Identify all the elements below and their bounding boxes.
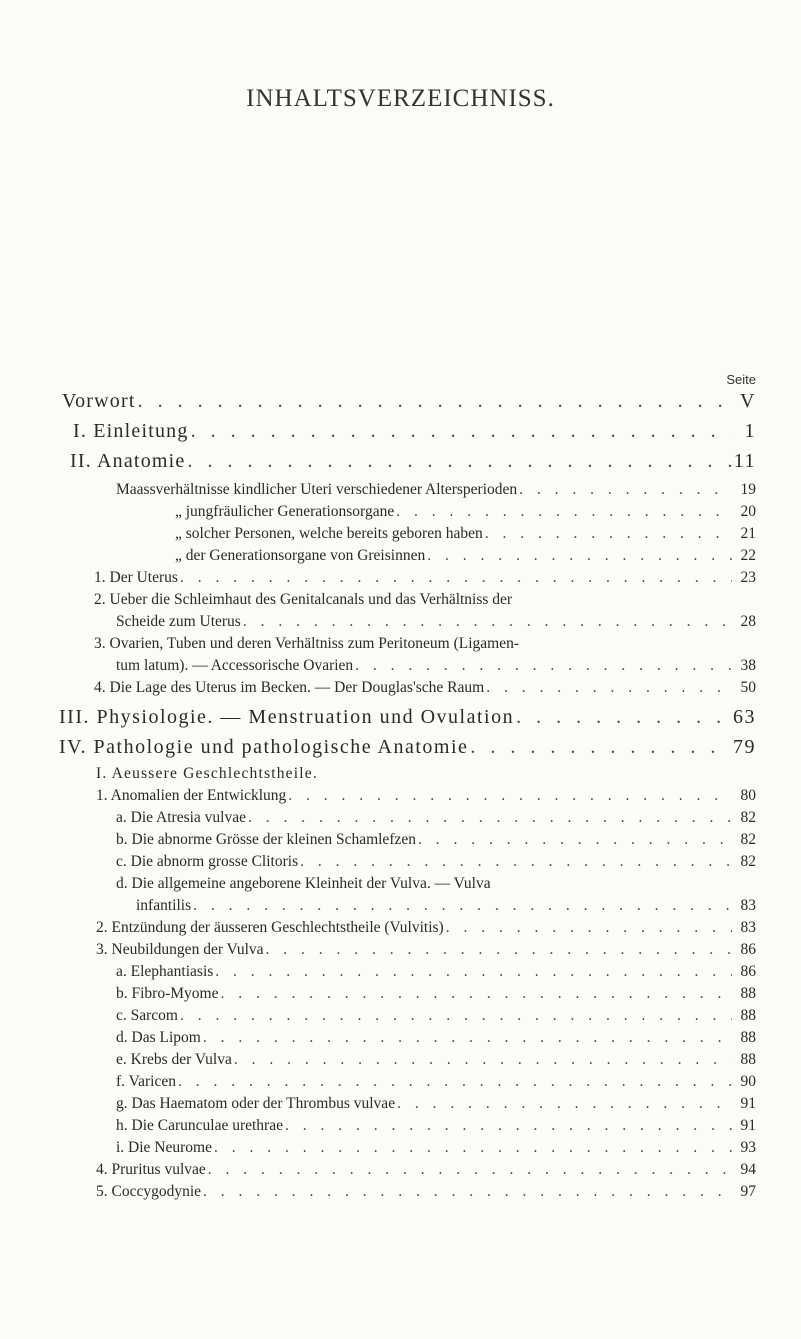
toc-entry-vorwort[interactable]: Vorwort . . . V <box>62 390 756 413</box>
page-column-label: Seite <box>726 372 756 387</box>
toc-entry-atresia[interactable]: a. Die Atresia vulvae . . . 82 <box>116 809 756 827</box>
toc-entry-kleinheit-line1: d. Die allgemeine angeborene Kleinheit der Vulva. — Vulva <box>116 875 491 892</box>
page-title: INHALTSVERZEICHNISS. <box>246 85 555 112</box>
toc-entry-pathologie[interactable]: IV. Pathologie und pathologische Anatomie . . . 79 <box>59 736 756 759</box>
toc-entry-physiologie[interactable]: III. Physiologie. — Menstruation und Ovulation . . . 63 <box>59 706 756 729</box>
toc-entry-neubildungen[interactable]: 3. Neubildungen der Vulva . . . 86 <box>96 941 756 959</box>
toc-entry-groesse[interactable]: b. Die abnorme Grösse der kleinen Schamlefzen . . . 82 <box>116 831 756 849</box>
toc-entry-haematom[interactable]: g. Das Haematom oder der Thrombus vulvae . . . 91 <box>116 1095 756 1113</box>
toc-entry-varicen[interactable]: f. Varicen . . . 90 <box>116 1073 756 1091</box>
toc-entry-einleitung[interactable]: I. Einleitung . . . 1 <box>73 420 756 443</box>
toc-entry-neurome[interactable]: i. Die Neurome . . . 93 <box>116 1139 756 1157</box>
toc-entry-anomalien[interactable]: 1. Anomalien der Entwicklung . . . 80 <box>96 787 756 805</box>
toc-entry-krebs[interactable]: e. Krebs der Vulva . . . 88 <box>116 1051 756 1069</box>
toc-entry-anatomie[interactable]: II. Anatomie . . . 11 <box>70 450 756 473</box>
toc-entry-ovarien[interactable]: tum latum). — Accessorische Ovarien . . . 38 <box>116 657 756 675</box>
toc-entry-fibro-myome[interactable]: b. Fibro-Myome . . . 88 <box>116 985 756 1003</box>
toc-entry-mass-jungfraeulich[interactable]: „ jungfräulicher Generationsorgane . . . 20 <box>175 503 756 521</box>
toc-entry-mass-greisinnen[interactable]: „ der Generationsorgane von Greisinnen . . . 22 <box>175 547 756 565</box>
toc-entry-sarcom[interactable]: c. Sarcom . . . 88 <box>116 1007 756 1025</box>
toc-entry-lipom[interactable]: d. Das Lipom . . . 88 <box>116 1029 756 1047</box>
toc-entry-schleimhaut[interactable]: Scheide zum Uterus . . . 28 <box>116 613 756 631</box>
toc-entry-coccygodynie[interactable]: 5. Coccygodynie . . . 97 <box>96 1183 756 1201</box>
toc-entry-schleimhaut-line1: 2. Ueber die Schleimhaut des Genitalcanals und das Verhältniss der <box>94 591 513 608</box>
toc-entry-carunculae[interactable]: h. Die Carunculae urethrae . . . 91 <box>116 1117 756 1135</box>
toc-entry-lage[interactable]: 4. Die Lage des Uterus im Becken. — Der Douglas'sche Raum . . . 50 <box>94 679 756 697</box>
toc-entry-elephantiasis[interactable]: a. Elephantiasis . . . 86 <box>116 963 756 981</box>
toc-entry-clitoris[interactable]: c. Die abnorm grosse Clitoris . . . 82 <box>116 853 756 871</box>
toc-entry-pruritus[interactable]: 4. Pruritus vulvae . . . 94 <box>96 1161 756 1179</box>
toc-entry-entzuendung[interactable]: 2. Entzündung der äusseren Geschlechtstheile (Vulvitis) . . . 83 <box>96 919 756 937</box>
section-heading-aeussere: I. Aeussere Geschlechtstheile. <box>96 765 318 782</box>
toc-entry-kleinheit[interactable]: infantilis . . . 83 <box>136 897 756 915</box>
toc-entry-mass-geboren[interactable]: „ solcher Personen, welche bereits geboren haben . . . 21 <box>175 525 756 543</box>
toc-entry-uterus[interactable]: 1. Der Uterus . . . 23 <box>94 569 756 587</box>
toc-entry-ovarien-line1: 3. Ovarien, Tuben und deren Verhältniss zum Peritoneum (Ligamen- <box>94 635 520 652</box>
toc-entry-mass-kindlich[interactable]: Maassverhältnisse kindlicher Uteri verschiedener Altersperioden . . . 19 <box>116 481 756 499</box>
